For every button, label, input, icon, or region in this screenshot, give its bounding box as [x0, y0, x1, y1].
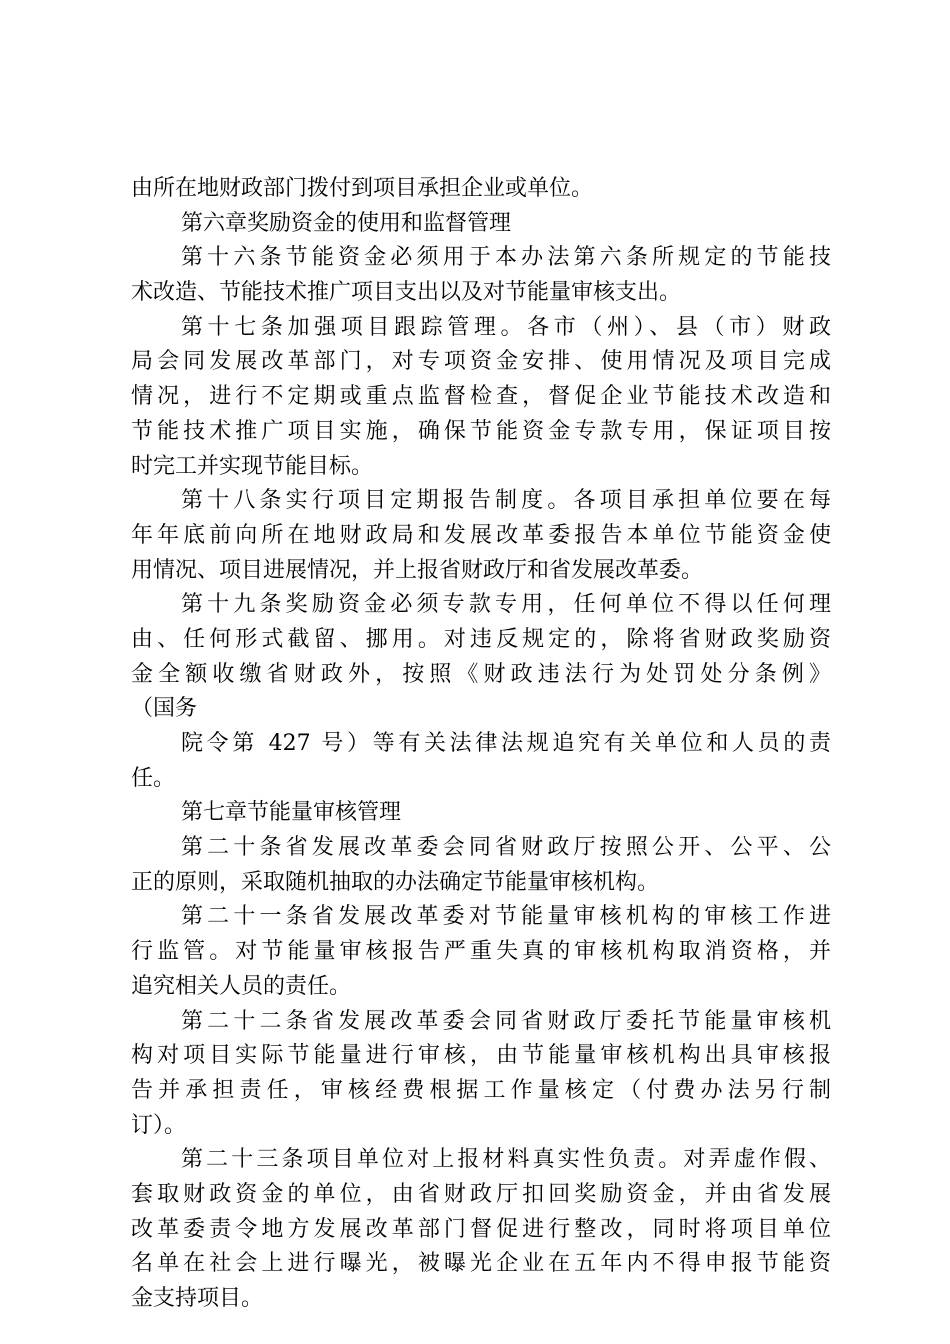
text-line: 第二十二条省发展改革委会同省财政厅委托节能量审核机 [181, 1008, 831, 1034]
text-line: 行监管。对节能量审核报告严重失真的审核机构取消资格，并 [131, 939, 831, 965]
text-line: 金支持项目。 [131, 1286, 264, 1311]
text-line: 第二十一条省发展改革委对节能量审核机构的审核工作进 [181, 904, 831, 930]
text-line: 订）。 [131, 1112, 187, 1138]
text-line: 由、任何形式截留、挪用。对违反规定的，除将省财政奖励资 [131, 626, 831, 652]
text-line: 局会同发展改革部门，对专项资金安排、使用情况及项目完成 [131, 349, 831, 375]
text-line: 节能技术推广项目实施，确保节能资金专款专用，保证项目按 [131, 418, 831, 444]
text-line: 第二十三条项目单位对上报材料真实性负责。对弄虚作假、 [181, 1147, 831, 1173]
text-line: 正的原则，采取随机抽取的办法确定节能量审核机构。 [131, 869, 660, 895]
text-line: 第二十条省发展改革委会同省财政厅按照公开、公平、公 [181, 835, 831, 861]
text-line: 用情况、项目进展情况，并上报省财政厅和省发展改革委。 [131, 557, 704, 583]
text-line: 任。 [131, 765, 176, 791]
text-line: 第十六条节能资金必须用于本办法第六条所规定的节能技 [181, 245, 831, 271]
text-line: 情况，进行不定期或重点监督检查，督促企业节能技术改造和 [131, 384, 831, 410]
text-line: 由所在地财政部门拨付到项目承担企业或单位。 [131, 176, 594, 201]
text-line: 术改造、节能技术推广项目支出以及对节能量审核支出。 [131, 280, 682, 306]
text-line: 金全额收缴省财政外，按照《财政违法行为处罚处分条例》 [131, 661, 831, 687]
text-line: （国务 [131, 696, 198, 722]
text-line: 告并承担责任，审核经费根据工作量核定（付费办法另行制 [131, 1077, 831, 1103]
text-line: 年年底前向所在地财政局和发展改革委报告本单位节能资金使 [131, 522, 831, 548]
text-line: 第十八条实行项目定期报告制度。各项目承担单位要在每 [181, 488, 831, 514]
text-line: 名单在社会上进行曝光，被曝光企业在五年内不得申报节能资 [131, 1251, 831, 1277]
text-line: 第十七条加强项目跟踪管理。各市（州）、县（市）财政 [181, 314, 831, 340]
text-line: 时完工并实现节能目标。 [131, 453, 374, 479]
text-line: 构对项目实际节能量进行审核，由节能量审核机构出具审核报 [131, 1043, 831, 1069]
text-line: 套取财政资金的单位，由省财政厅扣回奖励资金，并由省发展 [131, 1181, 831, 1207]
text-line: 追究相关人员的责任。 [131, 973, 352, 999]
text-line: 第六章奖励资金的使用和监督管理 [181, 210, 512, 236]
text-line: 第十九条奖励资金必须专款专用，任何单位不得以任何理 [181, 592, 831, 618]
text-line: 院令第 427 号）等有关法律法规追究有关单位和人员的责 [181, 731, 831, 756]
text-line: 第七章节能量审核管理 [181, 800, 402, 826]
document-body [131, 172, 831, 1317]
text-line: 改革委责令地方发展改革部门督促进行整改，同时将项目单位 [131, 1216, 831, 1242]
